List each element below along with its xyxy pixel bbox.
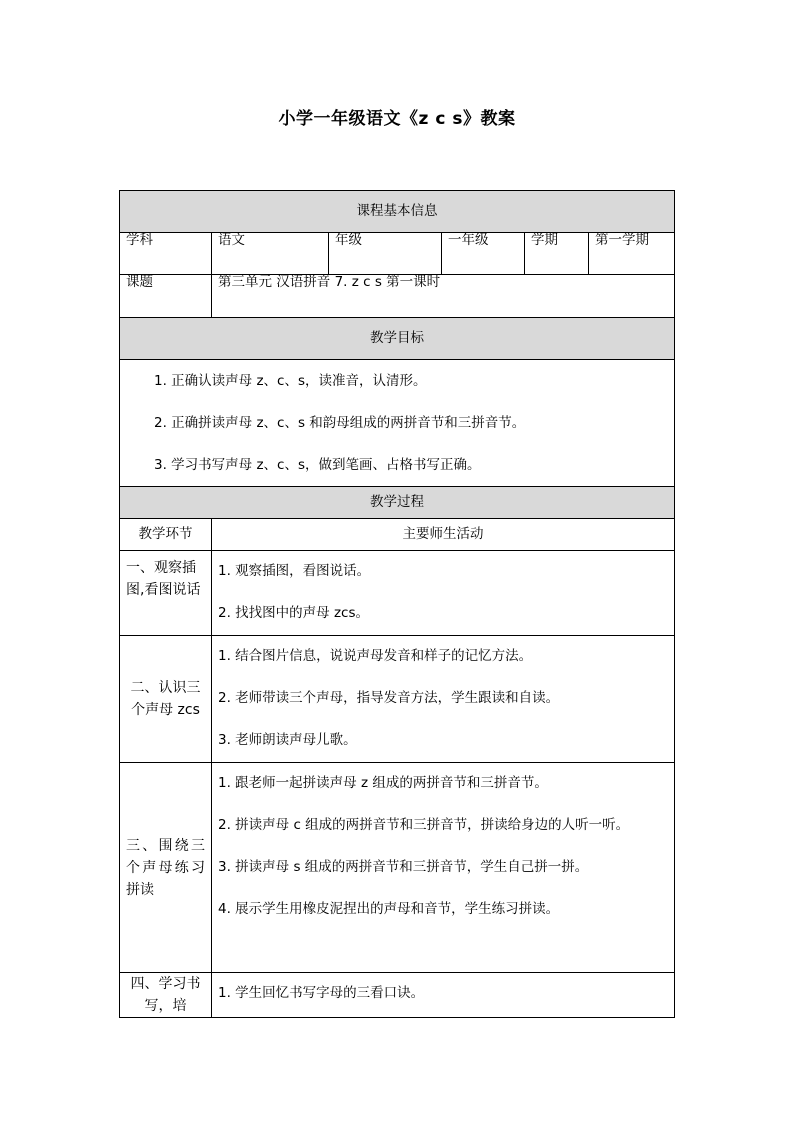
- goals-header: 教学目标: [120, 318, 675, 360]
- subject-value: 语文: [212, 233, 329, 275]
- stage-activities: [212, 551, 675, 636]
- topic-label: 课题: [120, 275, 212, 318]
- activity-item: 2. 找找图中的声母 zcs。: [218, 605, 370, 621]
- activity-item: 1. 跟老师一起拼读声母 z 组成的两拼音节和三拼音节。: [218, 775, 548, 791]
- stage-activities: [212, 973, 675, 1018]
- grade-label: 年级: [329, 233, 442, 275]
- activity-item: 3. 拼读声母 s 组成的两拼音节和三拼音节，学生自己拼一拼。: [218, 859, 589, 875]
- stage-activities: [212, 763, 675, 973]
- activity-item: 1. 结合图片信息，说说声母发音和样子的记忆方法。: [218, 648, 533, 664]
- grade-value: 一年级: [442, 233, 525, 275]
- activity-item: 4. 展示学生用橡皮泥捏出的声母和音节，学生练习拼读。: [218, 901, 560, 917]
- goals-list: [120, 360, 675, 487]
- activity-item: 3. 老师朗读声母儿歌。: [218, 732, 357, 748]
- stage-name-text: 四、学习书写，培: [130, 976, 201, 1014]
- stage-name: [120, 636, 212, 763]
- term-value: 第一学期: [589, 233, 675, 275]
- stage-column-header: 教学环节: [120, 519, 212, 551]
- document-title: 小学一年级语文《z c s》教案: [278, 109, 516, 129]
- stage-name-text: 二、认识三个声母 zcs: [130, 680, 201, 718]
- subject-label: 学科: [120, 233, 212, 275]
- activity-item: 1. 学生回忆书写字母的三看口诀。: [218, 985, 425, 1001]
- basic-info-header: 课程基本信息: [120, 191, 675, 233]
- activity-item: 2. 老师带读三个声母，指导发音方法，学生跟读和自读。: [218, 690, 560, 706]
- activity-item: 1. 观察插图，看图说话。: [218, 563, 371, 579]
- activity-column-header: 主要师生活动: [212, 519, 675, 551]
- stage-activities: [212, 636, 675, 763]
- activity-item: 2. 拼读声母 c 组成的两拼音节和三拼音节，拼读给身边的人听一听。: [218, 817, 630, 833]
- goal-item: 2. 正确拼读声母 z、c、s 和韵母组成的两拼音节和三拼音节。: [154, 415, 526, 431]
- goal-item: 3. 学习书写声母 z、c、s，做到笔画、占格书写正确。: [154, 457, 481, 473]
- term-label: 学期: [525, 233, 589, 275]
- stage-name: [120, 763, 212, 973]
- stage-name: 一、观察插图,看图说话: [120, 551, 212, 636]
- process-header: 教学过程: [120, 487, 675, 519]
- stage-name-text: 三、围绕三个声母练习拼读: [126, 837, 205, 898]
- stage-name: [120, 973, 212, 1018]
- lesson-plan-table: [119, 190, 675, 1018]
- goal-item: 1. 正确认读声母 z、c、s，读准音，认清形。: [154, 373, 427, 389]
- topic-value: 第三单元 汉语拼音 7. z c s 第一课时: [212, 275, 675, 318]
